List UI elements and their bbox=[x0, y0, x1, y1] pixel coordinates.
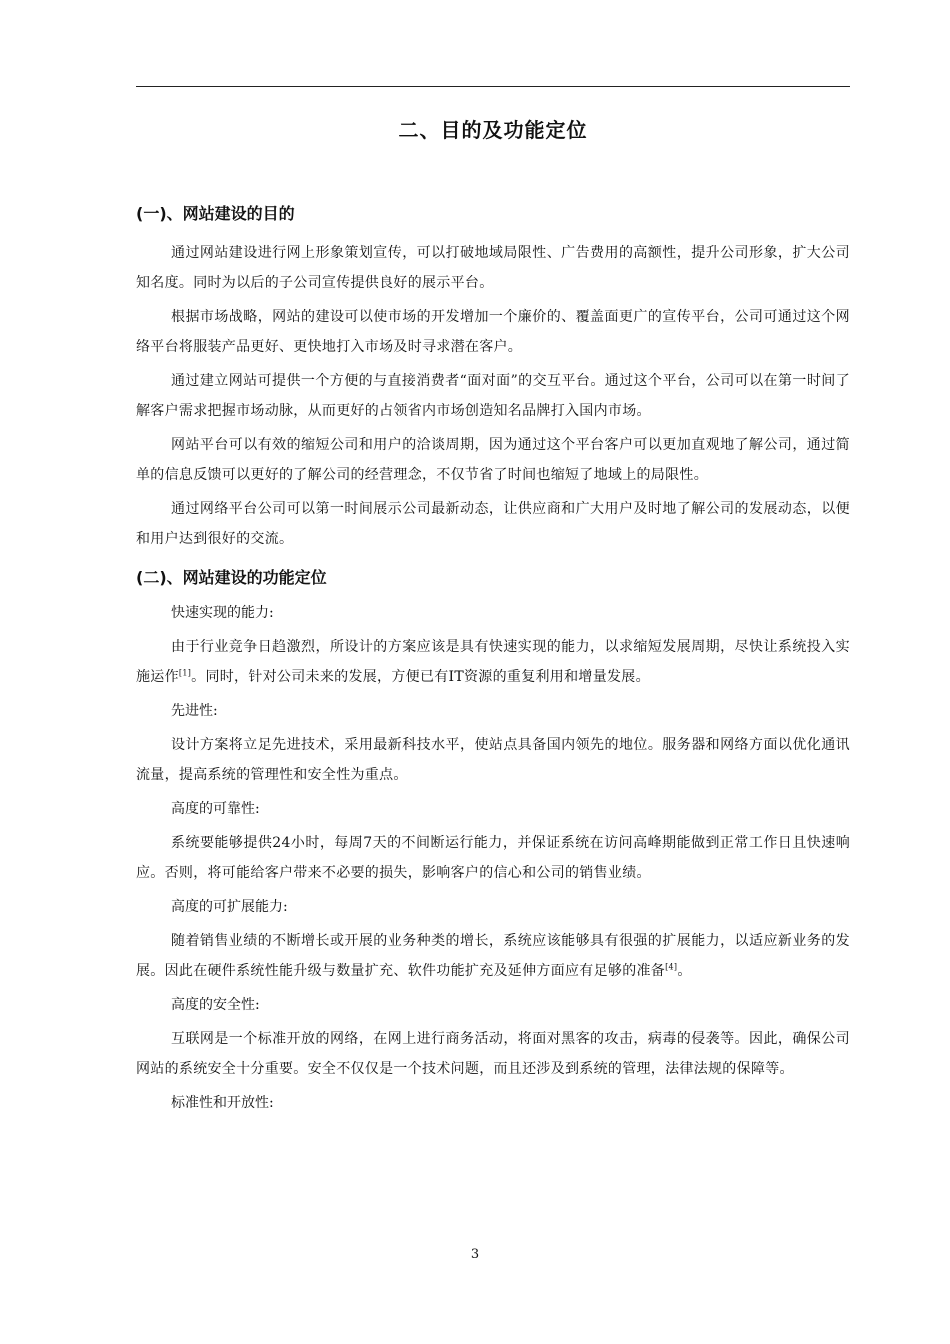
section-heading-purpose: (一)、网站建设的目的 bbox=[136, 204, 295, 223]
citation: [4] bbox=[665, 962, 678, 972]
item-title-standards: 标准性和开放性: bbox=[171, 1095, 274, 1111]
paragraph: 根据市场战略，网站的建设可以使市场的开发增加一个廉价的、覆盖面更广的宣传平台，公司可通过这个网络平台将服装产品更好、更快地打入市场及时寻求潜在客户。 bbox=[136, 309, 850, 355]
item-body-reliability: 系统要能够提供24小时，每周7天的不间断运行能力，并保证系统在访问高峰期能做到正常工作日且快速响应。否则，将可能给客户带来不必要的损失，影响客户的信心和公司的销售业绩。 bbox=[136, 835, 850, 881]
paragraph: 通过建立网站可提供一个方便的与直接消费者“面对面”的交互平台。通过这个平台，公司可以在第一时间了解客户需求把握市场动脉，从而更好的占领省内市场创造知名品牌打入国内市场。 bbox=[136, 373, 850, 419]
body-text: 由于行业竞争日趋激烈，所设计的方案应该是具有快速实现的能力，以求缩短发展周期，尽快让系统投入实施运作 bbox=[136, 639, 850, 685]
item-title-reliability: 高度的可靠性: bbox=[171, 801, 260, 817]
item-title-scalability: 高度的可扩展能力: bbox=[171, 899, 288, 915]
item-body-scalability bbox=[136, 926, 850, 986]
body-text: 随着销售业绩的不断增长或开展的业务种类的增长，系统应该能够具有很强的扩展能力，以适应新业务的发展。因此在硬件系统性能升级与数量扩充、软件功能扩充及延伸方面应有足够的准备 bbox=[136, 933, 850, 979]
header-rule bbox=[136, 86, 850, 87]
item-body-rapid bbox=[136, 632, 850, 692]
item-title-security: 高度的安全性: bbox=[171, 997, 260, 1013]
section-heading-function: (二)、网站建设的功能定位 bbox=[136, 568, 327, 587]
item-title-rapid: 快速实现的能力: bbox=[171, 605, 274, 621]
page-number: 3 bbox=[470, 1247, 480, 1262]
page-content bbox=[136, 200, 850, 1122]
body-text: 。 bbox=[677, 963, 692, 979]
item-body-security: 互联网是一个标准开放的网络，在网上进行商务活动，将面对黑客的攻击，病毒的侵袭等。因此，确保公司网站的系统安全十分重要。安全不仅仅是一个技术问题，而且还涉及到系统的管理，法律法规的保障等。 bbox=[136, 1031, 850, 1077]
paragraph: 通过网络平台公司可以第一时间展示公司最新动态，让供应商和广大用户及时地了解公司的发展动态，以便和用户达到很好的交流。 bbox=[136, 501, 850, 547]
body-text: 。同时，针对公司未来的发展，方便已有IT资源的重复利用和增量发展。 bbox=[191, 669, 650, 685]
item-title-advanced: 先进性: bbox=[171, 703, 218, 719]
citation: [1] bbox=[178, 668, 192, 678]
item-body-advanced: 设计方案将立足先进技术，采用最新科技水平，使站点具备国内领先的地位。服务器和网络方面以优化通讯流量，提高系统的管理性和安全性为重点。 bbox=[136, 737, 850, 783]
chapter-title: 二、目的及功能定位 bbox=[398, 118, 588, 142]
paragraph: 网站平台可以有效的缩短公司和用户的洽谈周期，因为通过这个平台客户可以更加直观地了解公司，通过简单的信息反馈可以更好的了解公司的经营理念，不仅节省了时间也缩短了地域上的局限性。 bbox=[136, 437, 850, 483]
paragraph: 通过网站建设进行网上形象策划宣传，可以打破地域局限性、广告费用的高额性，提升公司形象，扩大公司知名度。同时为以后的子公司宣传提供良好的展示平台。 bbox=[136, 245, 850, 291]
